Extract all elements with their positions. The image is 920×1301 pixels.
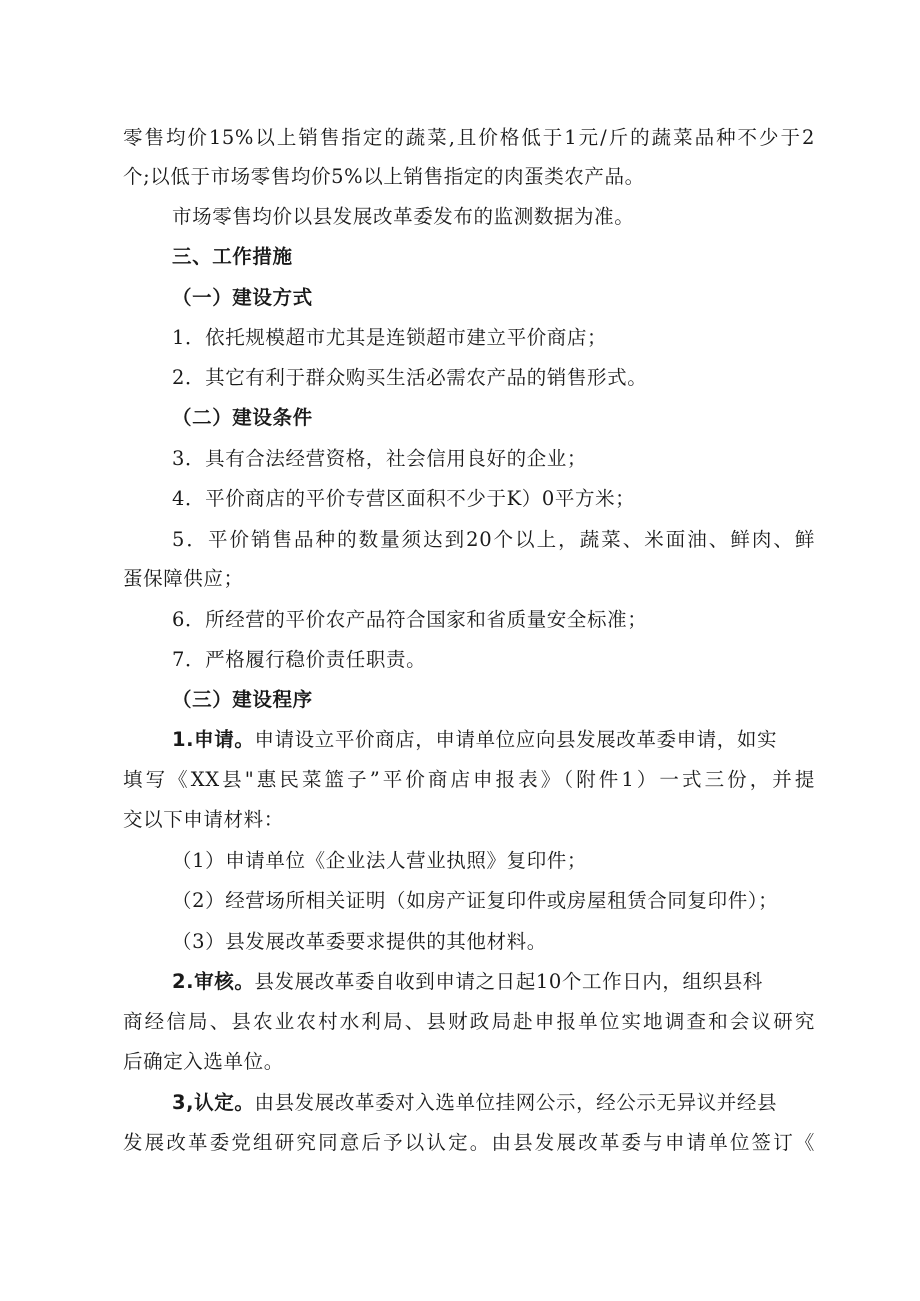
list-item: 5．平价销售品种的数量须达到20个以上，蔬菜、米面油、鲜肉、鲜 — [172, 528, 815, 551]
subsection-heading: （三）建设程序 — [172, 688, 313, 711]
paragraph-line: 个;以低于市场零售均价5%以上销售指定的肉蛋类农产品。 — [123, 165, 645, 188]
paragraph-line: 填写《XX县"惠民菜篮子”平价商店申报表》（附件1）一式三份，并提 — [123, 768, 815, 791]
list-item: 1．依托规模超市尤其是连锁超市建立平价商店； — [172, 326, 608, 349]
list-item: 3．具有合法经营资格，社会信用良好的企业； — [172, 447, 588, 470]
list-item: 6．所经营的平价农产品符合国家和省质量安全标准； — [172, 608, 648, 631]
paragraph-line: 商经信局、县农业农村水利局、县财政局赴申报单位实地调查和会议研究 — [123, 1010, 815, 1033]
paragraph-line: 交以下申请材料： — [123, 808, 284, 831]
paragraph-line: 零售均价15%以上销售指定的蔬菜,且价格低于1元/斤的蔬菜品种不少于2 — [123, 126, 815, 149]
step-title-confirm: 3,认定。 — [172, 1091, 255, 1114]
subsection-heading: （二）建设条件 — [172, 406, 313, 429]
step-paragraph-line — [172, 1089, 777, 1117]
material-item: （3）县发展改革委要求提供的其他材料。 — [172, 930, 547, 953]
step-text: 由县发展改革委对入选单位挂网公示，经公示无异议并经县 — [254, 1091, 778, 1114]
list-item: 7．严格履行稳价责任职责。 — [172, 648, 427, 671]
list-item: 2．其它有利于群众购买生活必需农产品的销售形式。 — [172, 366, 648, 389]
step-paragraph-line — [172, 726, 777, 754]
step-title-review: 2.审核。 — [172, 970, 255, 993]
subsection-heading: （一）建设方式 — [172, 286, 313, 309]
paragraph-line: 市场零售均价以县发展改革委发布的监测数据为准。 — [172, 205, 635, 228]
section-heading: 三、工作措施 — [172, 245, 293, 268]
paragraph-line: 发展改革委党组研究同意后予以认定。由县发展改革委与申请单位签订《 — [123, 1131, 815, 1154]
step-text: 县发展改革委自收到申请之日起10个工作日内，组织县科 — [254, 970, 763, 993]
step-title-apply: 1.申请。 — [172, 728, 255, 751]
paragraph-line: 后确定入选单位。 — [123, 1050, 284, 1073]
material-item: （1）申请单位《企业法人营业执照》复印件； — [172, 849, 588, 872]
step-text: 申请设立平价商店，申请单位应向县发展改革委申请，如实 — [254, 728, 778, 751]
material-item: （2）经营场所相关证明（如房产证复印件或房屋租赁合同复印件）； — [172, 889, 779, 912]
list-item: 4．平价商店的平价专营区面积不少于K）0平方米； — [172, 487, 636, 510]
list-item-continuation: 蛋保障供应； — [123, 567, 244, 590]
step-paragraph-line — [172, 968, 763, 996]
